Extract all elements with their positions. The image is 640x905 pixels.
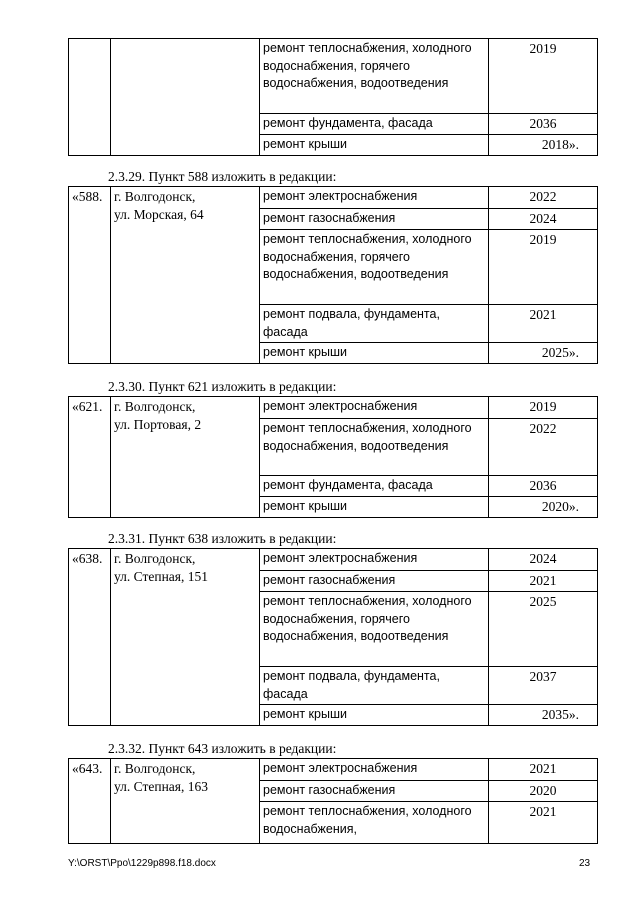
year-cell: 2036	[489, 114, 598, 135]
address-city: г. Волгодонск,	[114, 761, 196, 776]
address-street: ул. Морская, 64	[114, 206, 204, 222]
address-street: ул. Портовая, 2	[114, 416, 202, 432]
item-number-cell: «588.	[69, 187, 111, 364]
address-city: г. Волгодонск,	[114, 551, 196, 566]
table-item-638	[68, 548, 598, 726]
year-cell: 2021	[489, 802, 598, 844]
work-type-cell: ремонт крыши	[260, 497, 489, 518]
work-type-cell: ремонт крыши	[260, 135, 489, 156]
work-type-cell: ремонт теплоснабжения, холодного водоснабжения, горячего водоснабжения, водоотведения	[260, 592, 489, 667]
work-type-cell: ремонт теплоснабжения, холодного водоснабжения,	[260, 802, 489, 844]
footer-page-number: 23	[579, 858, 591, 869]
address-street: ул. Степная, 163	[114, 778, 209, 794]
year-cell: 2018».	[489, 135, 598, 156]
section-heading-2-3-30: 2.3.30. Пункт 621 изложить в редакции:	[108, 379, 337, 394]
year-cell: 2021	[489, 305, 598, 343]
year-cell: 2021	[489, 571, 598, 592]
section-heading-2-3-32: 2.3.32. Пункт 643 изложить в редакции:	[108, 741, 337, 756]
work-type-cell: ремонт газоснабжения	[260, 571, 489, 592]
work-type-cell: ремонт электроснабжения	[260, 397, 489, 419]
year-cell: 2020	[489, 781, 598, 802]
section-heading-2-3-29: 2.3.29. Пункт 588 изложить в редакции:	[108, 169, 337, 184]
address-cell	[111, 187, 260, 364]
work-type-cell: ремонт крыши	[260, 343, 489, 364]
item-number-cell: «643.	[69, 759, 111, 844]
work-type-cell: ремонт теплоснабжения, холодного водоснабжения, водоотведения	[260, 419, 489, 476]
table-row	[69, 187, 598, 209]
address-city: г. Волгодонск,	[114, 399, 196, 414]
year-cell: 2020».	[489, 497, 598, 518]
work-type-cell: ремонт теплоснабжения, холодного водоснабжения, горячего водоснабжения, водоотведения	[260, 39, 489, 114]
work-type-cell: ремонт электроснабжения	[260, 187, 489, 209]
work-type-cell: ремонт фундамента, фасада	[260, 476, 489, 497]
table-row	[69, 397, 598, 419]
year-cell: 2022	[489, 419, 598, 476]
item-number-cell	[69, 39, 111, 156]
year-cell: 2036	[489, 476, 598, 497]
address-city: г. Волгодонск,	[114, 189, 196, 204]
table-row	[69, 549, 598, 571]
year-cell: 2019	[489, 397, 598, 419]
work-type-cell: ремонт электроснабжения	[260, 549, 489, 571]
table-row	[69, 39, 598, 114]
work-type-cell: ремонт крыши	[260, 705, 489, 726]
table-item-588	[68, 186, 598, 364]
work-type-cell: ремонт газоснабжения	[260, 209, 489, 230]
work-type-cell: ремонт фундамента, фасада	[260, 114, 489, 135]
year-cell: 2024	[489, 209, 598, 230]
address-cell	[111, 759, 260, 844]
year-cell: 2019	[489, 39, 598, 114]
work-type-cell: ремонт подвала, фундамента, фасада	[260, 667, 489, 705]
table-item-621	[68, 396, 598, 518]
section-heading-2-3-31: 2.3.31. Пункт 638 изложить в редакции:	[108, 531, 337, 546]
footer-file-path: Y:\ORST\Ppo\1229p898.f18.docx	[68, 858, 216, 869]
address-cell	[111, 397, 260, 518]
address-cell	[111, 549, 260, 726]
work-type-cell: ремонт подвала, фундамента, фасада	[260, 305, 489, 343]
work-type-cell: ремонт теплоснабжения, холодного водоснабжения, горячего водоснабжения, водоотведения	[260, 230, 489, 305]
year-cell: 2037	[489, 667, 598, 705]
year-cell: 2019	[489, 230, 598, 305]
table-row	[69, 759, 598, 781]
year-cell: 2021	[489, 759, 598, 781]
year-cell: 2035».	[489, 705, 598, 726]
address-street: ул. Степная, 151	[114, 568, 209, 584]
work-type-cell: ремонт электроснабжения	[260, 759, 489, 781]
year-cell: 2025	[489, 592, 598, 667]
address-cell	[111, 39, 260, 156]
year-cell: 2025».	[489, 343, 598, 364]
year-cell: 2022	[489, 187, 598, 209]
item-number-cell: «638.	[69, 549, 111, 726]
work-type-cell: ремонт газоснабжения	[260, 781, 489, 802]
table-continuation	[68, 38, 598, 156]
table-item-643	[68, 758, 598, 844]
item-number-cell: «621.	[69, 397, 111, 518]
year-cell: 2024	[489, 549, 598, 571]
